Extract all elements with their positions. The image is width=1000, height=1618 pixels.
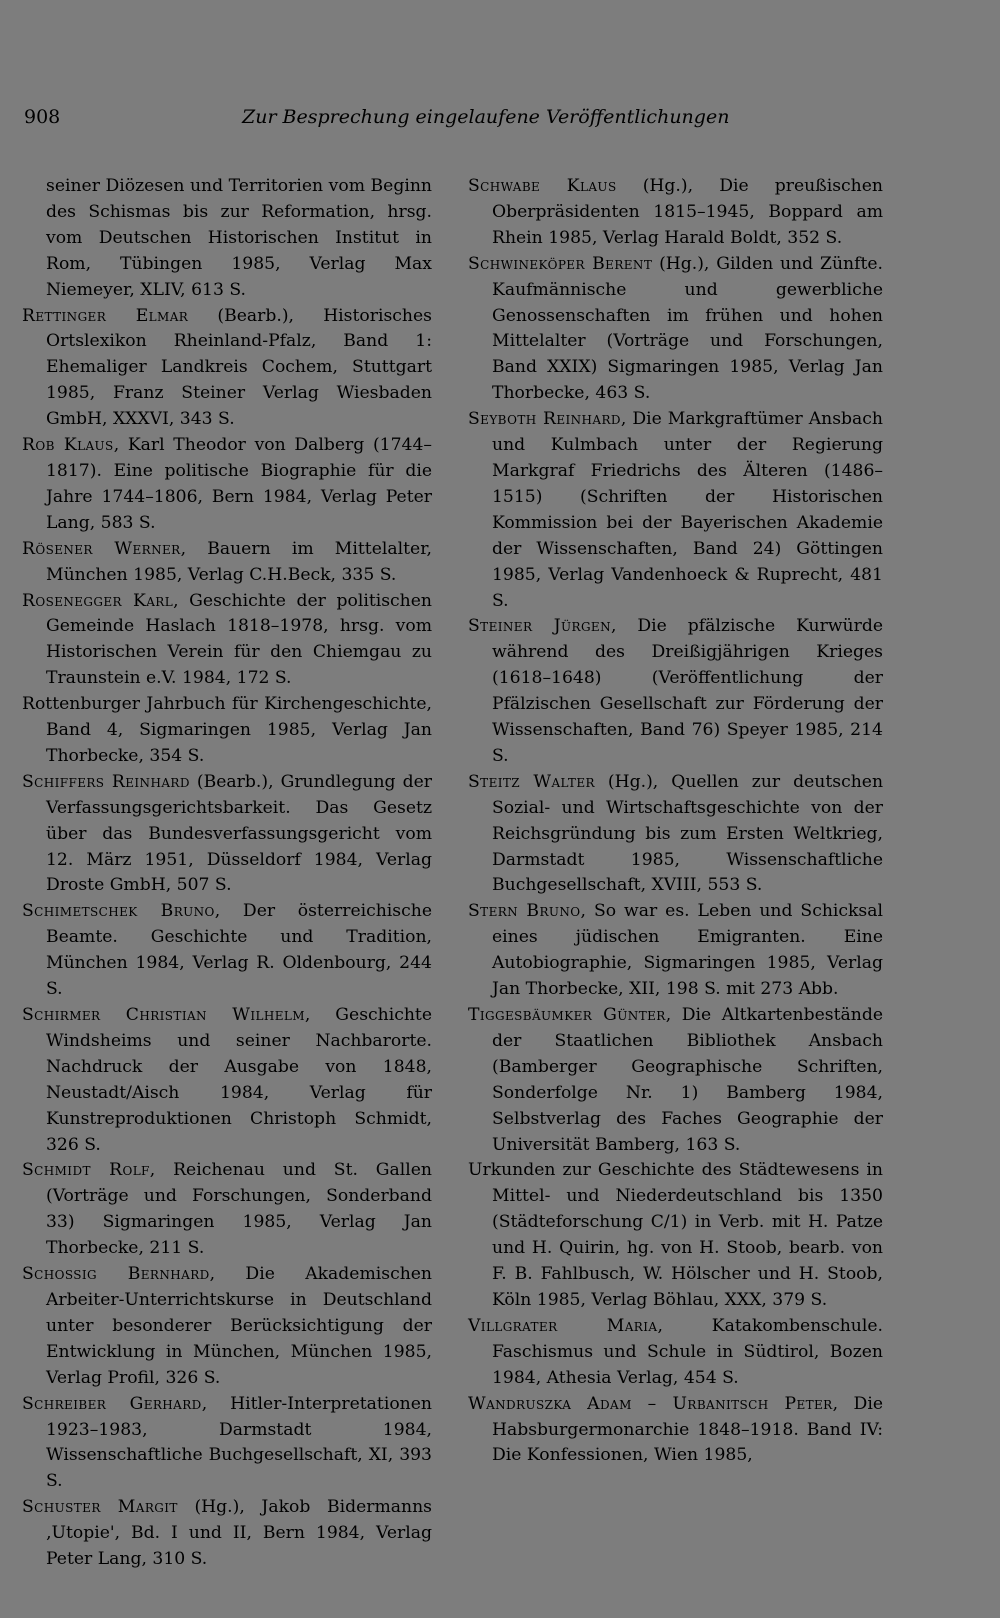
entry-text: (Hg.), Jakob Bidermanns ‚Utopie', Bd. I und II, Bern 1984, Verlag Peter Lang, 310 S.	[46, 1497, 432, 1570]
entry-text: (Hg.), Die preußischen Oberpräsidenten 1815–1945, Boppard am Rhein 1985, Verlag Harald Boldt, 352 S.	[492, 176, 883, 248]
entry-text: , Der österreichische Beamte. Geschichte und Tradition, München 1984, Verlag R. Oldenbourg, 244 S.	[46, 901, 432, 1000]
entry-author: Schirmer Christian Wilhelm	[22, 1005, 305, 1025]
entry-author: Steitz Walter	[468, 771, 595, 792]
bibliography-entry	[22, 1158, 432, 1262]
entry-text: , Die Habsburgermonarchie 1848–1918. Band IV: Die Konfessionen, Wien 1985,	[492, 1393, 883, 1466]
bibliography-entry	[468, 407, 883, 614]
page-number: 908	[24, 106, 61, 128]
bibliography-entry	[22, 174, 432, 304]
bibliography-entry	[468, 899, 883, 1003]
entry-text: , Bauern im Mittelalter, München 1985, Verlag C.H.Beck, 335 S.	[46, 538, 432, 585]
entry-text: , Geschichte Windsheims und seiner Nachbarorte. Nachdruck der Ausgabe von 1848, Neustadt/Aisch 1984, Verlag für Kunstreproduktionen Christoph Schmidt, 326 S.	[46, 1005, 433, 1155]
entry-text: (Bearb.), Grundlegung der Verfassungsgerichtsbarkeit. Das Gesetz über das Bundesverfassungsgericht vom 12. März 1951, Düsseldorf 1984, Verlag Droste GmbH, 507 S.	[46, 771, 432, 896]
bibliography-entry	[468, 1314, 883, 1392]
bibliography-entry	[468, 1003, 883, 1158]
entry-author: Wandruszka Adam – Urbanitsch Peter	[468, 1393, 833, 1414]
bibliography-entry	[468, 174, 883, 252]
entry-author: Tiggesbäumker Günter	[468, 1005, 666, 1025]
bibliography-entry	[22, 1003, 432, 1158]
bibliography-entry	[468, 770, 883, 900]
entry-author: Steiner Jürgen	[468, 616, 611, 637]
entry-author: Schiffers Reinhard	[22, 771, 190, 792]
entry-text: , Katakombenschule. Faschismus und Schule in Südtirol, Bozen 1984, Athesia Verlag, 454 S.	[492, 1315, 883, 1388]
entry-author: Rösener Werner	[22, 538, 181, 559]
entry-text: , Karl Theodor von Dalberg (1744–1817). Eine politische Biographie für die Jahre 1744–1806, Bern 1984, Verlag Peter Lang, 583 S.	[46, 435, 432, 533]
entry-text: seiner Diözesen und Territorien vom Beginn des Schismas bis zur Reformation, hrsg. vom Deutschen Historischen Institut in Rom, Tübingen 1985, Verlag Max Niemeyer, XLIV, 613 S.	[46, 176, 432, 300]
entry-author: Rosenegger Karl	[22, 590, 174, 611]
bibliography-entry	[468, 614, 883, 769]
entry-author: Rob Klaus	[22, 435, 114, 456]
left-column	[22, 174, 432, 1573]
entry-author: Schuster Margit	[22, 1497, 178, 1518]
bibliography-entry	[22, 1262, 432, 1392]
entry-text: , Die Akademischen Arbeiter-Unterrichtskurse in Deutschland unter besonderer Berücksichtigung der Entwicklung in München, München 1985, Verlag Profil, 326 S.	[46, 1264, 433, 1388]
entry-text: (Bearb.), Historisches Ortslexikon Rheinland-Pfalz, Band 1: Ehemaliger Landkreis Cochem, Stuttgart 1985, Franz Steiner Verlag Wiesbaden GmbH, XXXVI, 343 S.	[46, 305, 432, 430]
entry-text: , Reichenau und St. Gallen (Vorträge und Forschungen, Sonderband 33) Sigmaringen 1985, Verlag Jan Thorbecke, 211 S.	[46, 1160, 432, 1259]
bibliography-entry	[22, 304, 432, 434]
right-column	[468, 174, 883, 1469]
page-header	[24, 102, 730, 136]
entry-author: Schreiber Gerhard	[22, 1393, 202, 1414]
entry-author: Schmidt Rolf	[22, 1160, 150, 1181]
bibliography-entry	[22, 1495, 432, 1573]
bibliography-entry	[22, 589, 432, 693]
entry-text: Urkunden zur Geschichte des Städtewesens in Mittel- und Niederdeutschland bis 1350 (Städteforschung C/1) in Verb. mit H. Patze und H. Quirin, hg. von H. Stoob, bearb. von F. B. Fahlbusch, W. Hölscher und H. Stoob, Köln 1985, Verlag Böhlau, XXX, 379 S.	[468, 1160, 883, 1310]
entry-author: Villgrater Maria	[468, 1315, 658, 1336]
entry-author: Rettinger Elmar	[22, 305, 189, 326]
entry-author: Seyboth Reinhard	[468, 409, 621, 430]
bibliography-entry	[22, 537, 432, 589]
bibliography-entry	[22, 899, 432, 1003]
entry-text: , Die Markgraftümer Ansbach und Kulmbach unter der Regierung Markgraf Friedrichs des Älteren (1486–1515) (Schriften der Historischen Kommission bei der Bayerischen Akademie der Wissenschaften, Band 24) Göttingen 1985, Verlag Vandenhoeck & Ruprecht, 481 S.	[492, 409, 883, 611]
entry-text: , Die Altkartenbestände der Staatlichen Bibliothek Ansbach (Bamberger Geographische Schriften, Sonderfolge Nr. 1) Bamberg 1984, Selbstverlag des Faches Geographie der Universität Bamberg, 163 S.	[492, 1005, 883, 1155]
entry-text: , Die pfälzische Kurwürde während des Dreißigjährigen Krieges (1618–1648) (Veröffentlichung der Pfälzischen Gesellschaft zur Förderung der Wissenschaften, Band 76) Speyer 1985, 214 S.	[492, 616, 883, 766]
entry-text: , So war es. Leben und Schicksal eines jüdischen Emigranten. Eine Autobiographie, Sigmaringen 1985, Verlag Jan Thorbecke, XII, 198 S. mit 273 Abb.	[492, 901, 883, 1000]
bibliography-entry	[468, 1158, 883, 1313]
bibliography-entry	[22, 433, 432, 537]
entry-text: , Hitler-Interpretationen 1923–1983, Darmstadt 1984, Wissenschaftliche Buchgesellschaft, XI, 393 S.	[46, 1393, 432, 1492]
bibliography-entry	[22, 1392, 432, 1496]
entry-author: Schwabe Klaus	[468, 176, 617, 196]
entry-author: Schwineköper Berent	[468, 253, 653, 274]
bibliography-entry	[22, 692, 432, 770]
entry-text: (Hg.), Gilden und Zünfte. Kaufmännische und gewerbliche Genossenschaften im frühen und hohen Mittelalter (Vorträge und Forschungen, Band XXIX) Sigmaringen 1985, Verlag Jan Thorbecke, 463 S.	[492, 253, 883, 404]
bibliography-entry	[22, 770, 432, 900]
running-title: Zur Besprechung eingelaufene Veröffentlichungen	[242, 106, 730, 128]
entry-author: Stern Bruno	[468, 901, 581, 922]
bibliography-entry	[468, 252, 883, 407]
entry-author: Schimetschek Bruno	[22, 901, 215, 922]
entry-text: (Hg.), Quellen zur deutschen Sozial- und Wirtschaftsgeschichte von der Reichsgründung bis zum Ersten Weltkrieg, Darmstadt 1985, Wissenschaftliche Buchgesellschaft, XVIII, 553 S.	[492, 771, 884, 896]
entry-text: Rottenburger Jahrbuch für Kirchengeschichte, Band 4, Sigmaringen 1985, Verlag Jan Thorbecke, 354 S.	[22, 694, 432, 766]
bibliography-entry	[468, 1392, 883, 1470]
entry-author: Schossig Bernhard	[22, 1264, 210, 1285]
entry-text: , Geschichte der politischen Gemeinde Haslach 1818–1978, hrsg. vom Historischen Verein für den Chiemgau zu Traunstein e.V. 1984, 172 S.	[46, 590, 432, 689]
